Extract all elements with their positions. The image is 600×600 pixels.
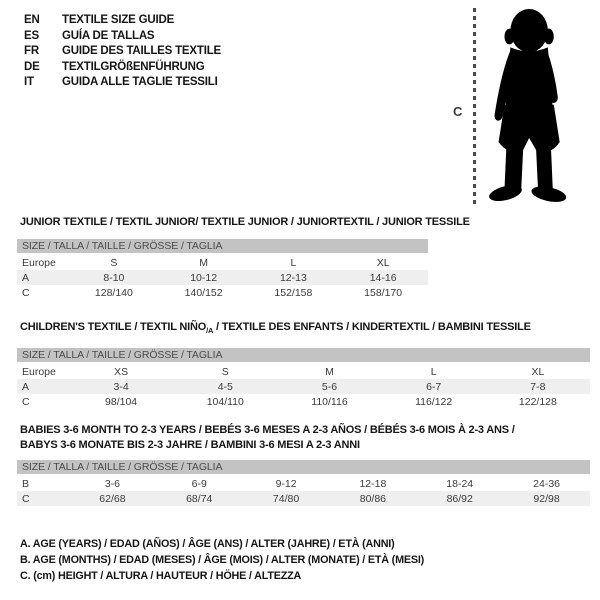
size-cell: XL — [531, 365, 545, 378]
language-row-it — [24, 75, 221, 91]
age-cell: 3-6 — [104, 477, 120, 490]
size-cell: M — [325, 365, 334, 378]
size-cell: S — [221, 365, 229, 378]
height-cell: 140/152 — [184, 286, 223, 299]
row-label: C — [22, 286, 30, 299]
height-cell: 110/116 — [311, 395, 348, 408]
babies-title-line1: BABIES 3-6 MONTH TO 2-3 YEARS / BEBÉS 3-6 MESES A 2-3 AÑOS / BÉBÉS 3-6 MOIS À 2-3 ANS / — [20, 424, 515, 436]
size-cell: XL — [376, 256, 390, 269]
age-cell: 6-7 — [382, 379, 486, 394]
language-code: DE — [24, 60, 40, 73]
table-row-age — [17, 379, 590, 394]
age-cell: 18-24 — [446, 477, 474, 490]
table-row-height — [17, 285, 428, 300]
children-title-subscript: /A — [206, 326, 214, 336]
size-header-label: SIZE / TALLA / TAILLE / GRÖSSE / TAGLIA — [17, 239, 428, 254]
language-code: ES — [24, 29, 39, 42]
age-cell: 14-16 — [338, 270, 428, 285]
row-label: B — [22, 477, 30, 490]
children-section-title — [20, 320, 531, 339]
height-cell: 80/86 — [329, 491, 416, 506]
language-label: TEXTILGRÖßENFÜHRUNG — [62, 60, 205, 73]
height-cell: 92/98 — [503, 491, 590, 506]
size-header-label: SIZE / TALLA / TAILLE / GRÖSSE / TAGLIA — [17, 460, 590, 475]
footnote-a: A. AGE (YEARS) / EDAD (AÑOS) / ÂGE (ANS) / ALTER (JAHRE) / ETÀ (ANNI) — [20, 538, 395, 550]
table-row-height — [17, 394, 590, 409]
size-cell: M — [199, 256, 208, 269]
height-cell: 74/80 — [243, 491, 330, 506]
table-row-height — [17, 491, 590, 506]
language-label: TEXTILE SIZE GUIDE — [62, 14, 175, 26]
row-label: C — [17, 491, 69, 506]
height-cell: 152/158 — [274, 286, 313, 299]
language-row-es — [24, 29, 221, 45]
height-cell: 68/74 — [156, 491, 243, 506]
size-cell: XS — [114, 365, 129, 378]
language-list — [24, 13, 221, 91]
babies-title-line2: BABYS 3-6 MONATE BIS 2-3 JAHRE / BAMBINI 3-6 MESI A 2-3 ANNI — [20, 438, 360, 451]
children-title-text: / TEXTILE DES ENFANTS / KINDERTEXTIL / BAMBINI TESSILE — [213, 321, 531, 333]
size-cell: L — [430, 365, 437, 378]
row-label: C — [22, 395, 30, 408]
footnotes — [20, 537, 424, 584]
height-measure-dashed-line — [473, 8, 476, 208]
height-cell: 86/92 — [416, 491, 503, 506]
height-cell: 62/68 — [69, 491, 156, 506]
age-cell: 5-6 — [277, 379, 381, 394]
language-row-en — [24, 13, 221, 29]
height-cell: 98/104 — [105, 395, 138, 408]
language-label: GUÍA DE TALLAS — [62, 29, 155, 42]
age-cell: 10-12 — [159, 270, 249, 285]
age-cell: 24-36 — [533, 477, 560, 490]
size-header-row — [17, 239, 428, 254]
language-row-fr — [24, 44, 221, 60]
babies-size-table — [17, 460, 590, 506]
height-cell: 116/122 — [415, 395, 453, 408]
table-row-europe — [17, 363, 590, 379]
size-header-row — [17, 460, 590, 475]
children-title-text: CHILDREN'S TEXTILE / TEXTIL NIÑO — [20, 321, 207, 333]
language-code: IT — [24, 76, 34, 89]
size-cell: L — [290, 256, 297, 269]
age-cell: 12-18 — [359, 477, 387, 490]
row-label: A — [17, 270, 69, 285]
age-cell: 6-9 — [191, 477, 207, 490]
height-cell: 122/128 — [518, 395, 557, 408]
height-measure-label: C — [453, 104, 463, 119]
row-label: A — [17, 379, 69, 394]
table-row-age — [17, 270, 428, 285]
age-cell: 9-12 — [275, 477, 297, 490]
language-label: GUIDA ALLE TAGLIE TESSILI — [62, 76, 218, 89]
row-label: Europe — [22, 256, 56, 269]
age-cell: 7-8 — [486, 379, 590, 394]
children-size-table — [17, 348, 590, 409]
age-cell: 4-5 — [173, 379, 277, 394]
height-cell: 104/110 — [206, 395, 244, 408]
babies-section-title — [20, 423, 515, 452]
footnote-c: C. (cm) HEIGHT / ALTURA / HAUTEUR / HÖHE / ALTEZZA — [20, 569, 302, 582]
age-cell: 8-10 — [69, 270, 159, 285]
table-row-europe — [17, 254, 428, 270]
row-label: Europe — [22, 365, 56, 378]
language-label: GUIDE DES TAILLES TEXTILE — [62, 45, 221, 58]
footnote-b: B. AGE (MONTHS) / EDAD (MESES) / ÂGE (MOIS) / ALTER (MONATE) / ETÀ (MESI) — [20, 553, 425, 566]
size-header-label: SIZE / TALLA / TAILLE / GRÖSSE / TAGLIA — [17, 348, 590, 363]
size-cell: S — [110, 256, 118, 269]
toddler-silhouette — [483, 6, 593, 208]
table-row-age-months — [17, 475, 590, 491]
junior-size-table — [17, 239, 428, 300]
age-cell: 12-13 — [249, 270, 339, 285]
language-code: FR — [24, 45, 39, 58]
age-cell: 3-4 — [69, 379, 173, 394]
height-cell: 158/170 — [364, 286, 403, 299]
junior-section-title: JUNIOR TEXTILE / TEXTIL JUNIOR/ TEXTILE JUNIOR / JUNIORTEXTIL / JUNIOR TESSILE — [20, 216, 470, 228]
size-header-row — [17, 348, 590, 363]
language-code: EN — [24, 14, 40, 26]
language-row-de — [24, 60, 221, 76]
height-cell: 128/140 — [94, 286, 133, 299]
